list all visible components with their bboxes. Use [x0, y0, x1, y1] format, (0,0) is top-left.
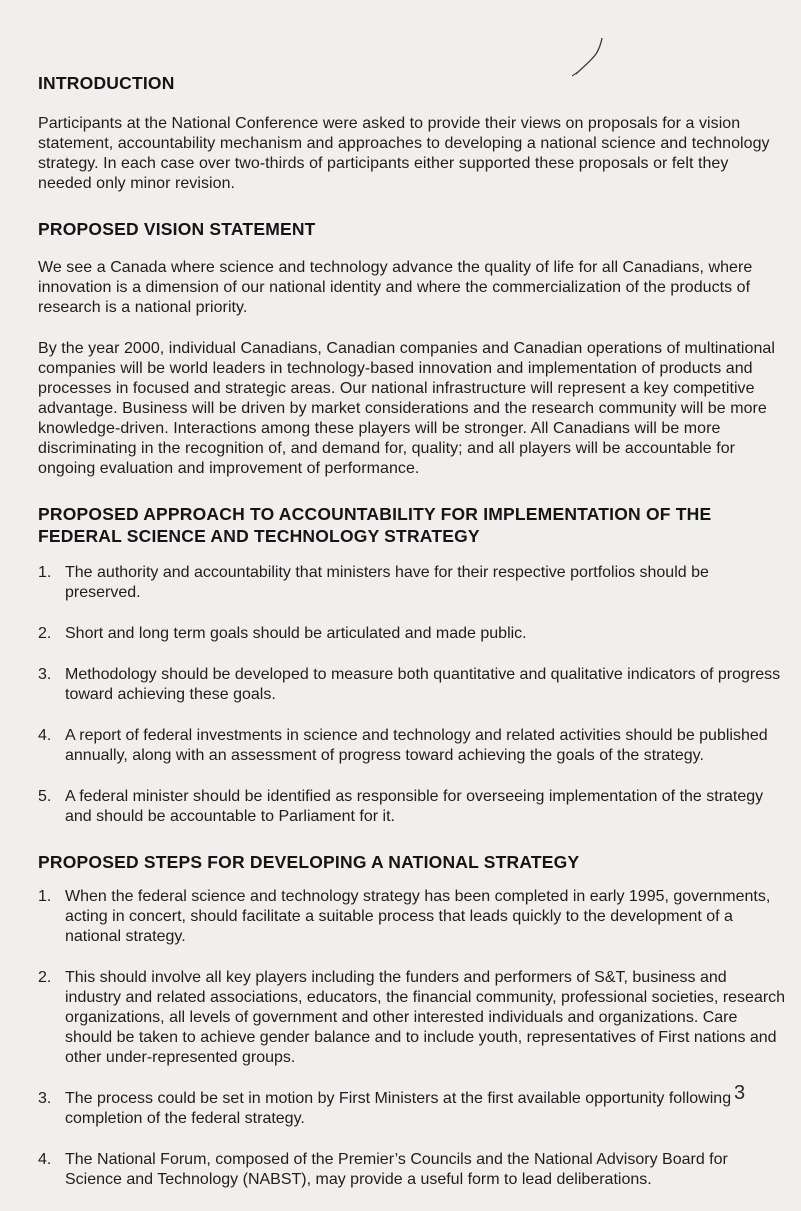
- list-item: [38, 968, 786, 1068]
- list-item-text: When the federal science and technology strategy has been completed in early 1995, governments, acting in concert, should facilitate a suitable process that leads quickly to the development of a national strategy.: [65, 888, 771, 945]
- accountability-section: [38, 503, 786, 827]
- list-item: [38, 563, 786, 603]
- list-item-number: 3.: [38, 666, 52, 683]
- list-item: [38, 624, 786, 644]
- vision-heading: PROPOSED VISION STATEMENT: [38, 219, 316, 239]
- list-item-number: 1.: [38, 888, 52, 905]
- list-item: [38, 887, 786, 947]
- list-item-text: The National Forum, composed of the Premier’s Councils and the National Advisory Board for Science and Technology (NABST), may provide a useful form to lead deliberations.: [65, 1151, 728, 1188]
- accountability-heading: PROPOSED APPROACH TO ACCOUNTABILITY FOR IMPLEMENTATION OF THE FEDERAL SCIENCE AND TECHNOLOGY STRATEGY: [38, 504, 712, 546]
- accountability-list: [38, 563, 786, 827]
- list-item: [38, 726, 786, 766]
- list-item-text: Short and long term goals should be articulated and made public.: [65, 625, 527, 642]
- steps-section: [38, 851, 786, 1190]
- introduction-paragraph: Participants at the National Conference were asked to provide their views on proposals for a vision statement, accountability mechanism and approaches to developing a national science and technology strategy. In each case over two-thirds of participants either supported these proposals or felt they needed only minor revision.: [38, 115, 770, 192]
- list-item-text: The authority and accountability that ministers have for their respective portfolios should be preserved.: [65, 564, 709, 601]
- vision-section: [38, 218, 786, 479]
- list-item: [38, 1089, 786, 1129]
- list-item-number: 2.: [38, 625, 52, 642]
- list-item-number: 1.: [38, 564, 52, 581]
- list-item-text: This should involve all key players including the funders and performers of S&T, business and industry and related associations, educators, the financial community, professional societies, research organizations, all levels of government and other interested individuals and organizations. Care should be taken to achieve gender balance and to include youth, representatives of First nations and other under-represented groups.: [65, 969, 786, 1066]
- list-item-number: 4.: [38, 1151, 52, 1168]
- list-item: [38, 665, 786, 705]
- introduction-heading: INTRODUCTION: [38, 73, 175, 93]
- list-item-text: A federal minister should be identified as responsible for overseeing implementation of the strategy and should be accountable to Parliament for it.: [65, 788, 764, 825]
- document-body: [38, 72, 786, 1211]
- list-item-number: 3.: [38, 1090, 52, 1107]
- list-item-number: 5.: [38, 788, 52, 805]
- list-item-text: A report of federal investments in science and technology and related activities should be published annually, along with an assessment of progress toward achieving the goals of the strategy.: [65, 727, 768, 764]
- steps-list: [38, 887, 786, 1190]
- vision-paragraph-1: We see a Canada where science and technology advance the quality of life for all Canadians, where innovation is a dimension of our national identity and where the commercialization of the products of research is a national priority.: [38, 259, 753, 316]
- introduction-section: [38, 72, 786, 194]
- list-item-text: The process could be set in motion by First Ministers at the first available opportunity following completion of the federal strategy.: [65, 1090, 732, 1127]
- list-item-number: 2.: [38, 969, 52, 986]
- list-item-text: Methodology should be developed to measure both quantitative and qualitative indicators of progress toward achieving these goals.: [65, 666, 781, 703]
- list-item-number: 4.: [38, 727, 52, 744]
- vision-paragraph-2: By the year 2000, individual Canadians, Canadian companies and Canadian operations of multinational companies will be world leaders in technology-based innovation and implementation of products and processes in focused and strategic areas. Our national infrastructure will represent a key competitive advantage. Business will be driven by market considerations and the research community will be more knowledge-driven. Interactions among these players will be stronger. All Canadians will be more discriminating in the recognition of, and demand for, quality; and all players will be accountable for ongoing evaluation and improvement of performance.: [38, 340, 775, 477]
- list-item: [38, 787, 786, 827]
- page-number: 3: [734, 1082, 746, 1104]
- steps-heading: PROPOSED STEPS FOR DEVELOPING A NATIONAL STRATEGY: [38, 852, 580, 872]
- list-item: [38, 1150, 786, 1190]
